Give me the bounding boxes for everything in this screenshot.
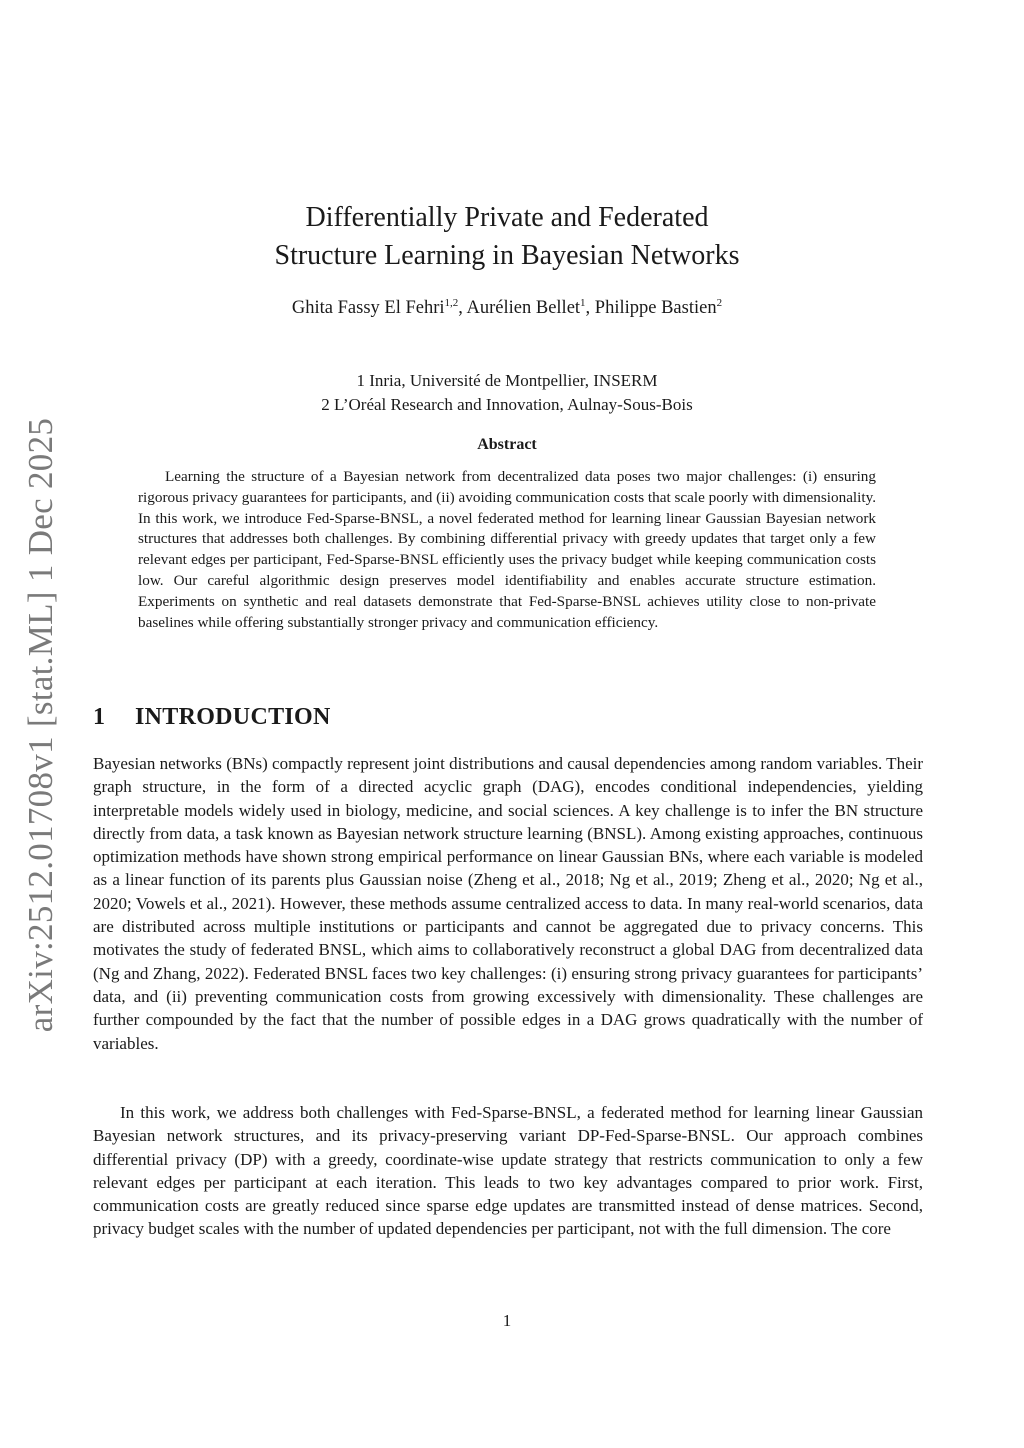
author-affiliation-mark: 1,2 — [444, 297, 459, 309]
abstract-heading: Abstract — [477, 436, 537, 453]
author-name: Aurélien Bellet — [466, 298, 581, 319]
author-separator: , — [585, 298, 595, 319]
affiliation-1: 1 Inria, Université de Montpellier, INSERM — [356, 371, 658, 390]
body-paragraph: Bayesian networks (BNs) compactly represent joint distributions and causal dependencies among random variables. Their graph structure, in the form of a directed acyclic graph (DAG), encodes conditional independencies, yielding interpretable models widely used in biology, medicine, and social sciences. A key challenge is to infer the BN structure directly from data, a task known as Bayesian network structure learning (BNSL). Among existing approaches, continuous optimization methods have shown strong empirical performance on linear Gaussian BNs, where each variable is modeled as a linear function of its parents plus Gaussian noise (Zheng et al., 2018; Ng et al., 2019; Zheng et al., 2020; Ng et al., 2020; Vowels et al., 2021). However, these methods assume centralized access to data. In many real-world scenarios, data are distributed across multiple institutions or participants and cannot be aggregated due to privacy concerns. This motivates the study of federated BNSL, which aims to collaboratively reconstruct a global DAG from decentralized data (Ng and Zhang, 2022). Federated BNSL faces two key challenges: (i) ensuring strong privacy guarantees for participants’ data, and (ii) preventing communication costs from growing excessively with dimensionality. These challenges are further compounded by the fact that the number of possible edges in a DAG grows quadratically with the number of variables. — [93, 754, 923, 1053]
author-name: Ghita Fassy El Fehri — [291, 298, 445, 319]
affiliation-2: 2 L’Oréal Research and Innovation, Aulnay-Sous-Bois — [321, 395, 693, 414]
arxiv-identifier-stamp: arXiv:2512.01708v1 [stat.ML] 1 Dec 2025 — [21, 417, 60, 1033]
section-heading-introduction — [93, 704, 331, 731]
paper-title-line-1: Differentially Private and Federated — [305, 202, 709, 233]
page-number: 1 — [502, 1311, 512, 1330]
author-affiliation-mark: 2 — [716, 297, 723, 309]
section-number: 1 — [93, 704, 106, 730]
author-name: Philippe Bastien — [594, 298, 717, 319]
author-list — [0, 297, 1014, 319]
abstract-text: Learning the structure of a Bayesian network from decentralized data poses two major challenges: (i) ensuring rigorous privacy guarantees for participants, and (ii) avoiding communication costs that scale poorly with dimensionality. In this work, we introduce Fed-Sparse-BNSL, a novel federated method for learning linear Gaussian Bayesian network structures that addresses both challenges. By combining differential privacy with greedy updates that target only a few relevant edges per participant, Fed-Sparse-BNSL efficiently uses the privacy budget while keeping communication costs low. Our careful algorithmic design preserves model identifiability and enables accurate structure estimation. Experiments on synthetic and real datasets demonstrate that Fed-Sparse-BNSL achieves utility close to non-private baselines while offering substantially stronger privacy and communication efficiency. — [138, 468, 876, 631]
paper-title-line-2: Structure Learning in Bayesian Networks — [274, 240, 740, 271]
section-title: INTRODUCTION — [135, 704, 331, 730]
author-affiliation-mark: 1 — [580, 297, 586, 309]
body-paragraph: In this work, we address both challenges with Fed-Sparse-BNSL, a federated method for learning linear Gaussian Bayesian network structures, and its privacy-preserving variant DP-Fed-Sparse-BNSL. Our approach combines differential privacy (DP) with a greedy, coordinate-wise update strategy that restricts communication to only a few relevant edges per participant at each iteration. This leads to two key advantages compared to prior work. First, communication costs are greatly reduced since sparse edge updates are transmitted instead of dense matrices. Second, privacy budget scales with the number of updated dependencies per participant, not with the full dimension. The core — [93, 1103, 923, 1239]
author-separator: , — [458, 298, 467, 319]
